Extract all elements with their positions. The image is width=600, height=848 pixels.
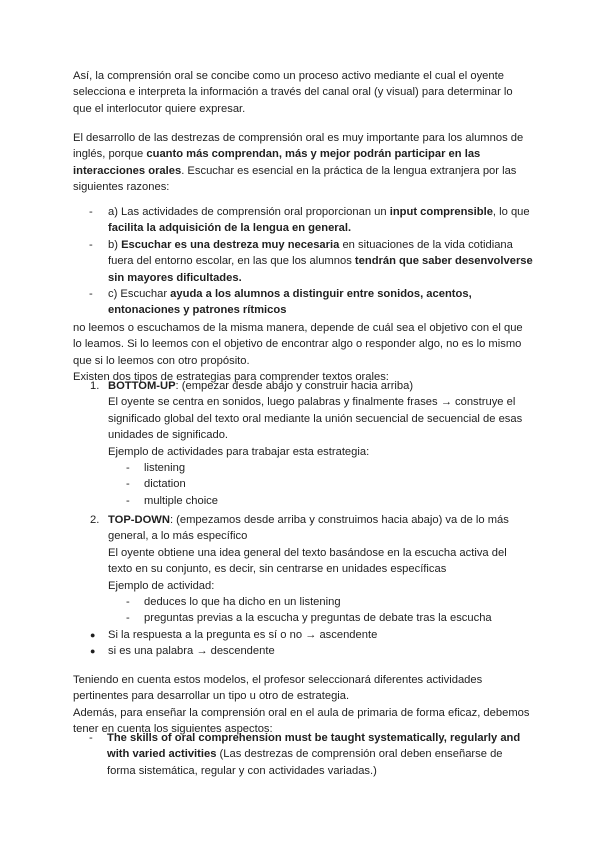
dash-marker: - (89, 206, 93, 218)
dash-marker: - (126, 494, 130, 507)
number-marker: 2. (90, 514, 100, 526)
strategy-description: El oyente obtiene una idea general del texto basándose en la escucha activa del texto en su conjunto, es decir, sin centrarse en unidades específicas (108, 546, 507, 576)
dash-marker: - (89, 288, 93, 301)
paragraph-reading-text: no leemos o escuchamos de la misma manera, depende de cuál sea el objetivo con el que lo leamos. Si lo leemos con el objetivo de encontrar algo o responder algo, no es lo mismo que si lo leemos con otro propósito. (73, 322, 523, 367)
strategy-example-label: Ejemplo de actividades para trabajar esta estrategia: (108, 445, 370, 458)
dash-marker: - (89, 238, 93, 251)
list-item (73, 512, 533, 594)
paragraph-aspects-text: Además, para enseñar la comprensión oral en el aula de primaria de forma eficaz, debemos tener en cuenta los siguientes aspectos: (73, 706, 530, 736)
dash-marker: - (89, 732, 93, 744)
dash-marker: - (126, 612, 130, 625)
strategy-example-label: Ejemplo de actividad: (108, 579, 215, 592)
bullet-list (73, 627, 533, 660)
strategy-title-line: BOTTOM-UP: (empezar desde abajo y construir hacia arriba) (108, 380, 414, 392)
list-item: ● si es una palabra → descendente (73, 643, 533, 659)
list-item: - dictation (73, 476, 533, 492)
strategy-description: El oyente se centra en sonidos, luego palabras y finalmente frases → construye el significado global del texto oral mediante la unión secuencial de secuencial de esas unidades de significado. (108, 396, 523, 442)
dash-marker: - (126, 462, 130, 475)
paragraph-conclusion (73, 672, 533, 738)
list-item: - c) Escuchar ayuda a los alumnos a distinguir entre sonidos, acentos, entonaciones y patrones rítmicos (89, 288, 472, 317)
number-marker: 1. (90, 380, 100, 392)
bullet-marker: ● (90, 630, 96, 640)
list-item: - listening (73, 460, 533, 476)
list-item: ● Si la respuesta a la pregunta es sí o no → ascendente (73, 627, 533, 643)
aspects-list (73, 730, 533, 779)
strategy-title-line: TOP-DOWN: (empezamos desde arriba y construimos hacia abajo) va de lo más general, a lo más específico (108, 514, 509, 543)
list-item: - multiple choice (73, 493, 533, 509)
dash-marker: - (126, 478, 130, 491)
paragraph-reading (73, 320, 533, 386)
paragraph-intro-text: Así, la comprensión oral se concibe como un proceso activo mediante el cual el oyente selecciona e interpreta la información a través del canal oral (y visual) para determinar lo que el interlocutor quiere expresar. (73, 70, 513, 115)
paragraph-intro (73, 68, 533, 117)
list-item: - a) Las actividades de comprensión oral proporcionan un input comprensible, lo que facilita la adquisición de la lengua en general. (89, 206, 530, 235)
list-item: - The skills of oral comprehension must be taught systematically, regularly and with varied activities (Las destrezas de comprensión oral deben enseñarse de forma sistemática, regular y con actividades variadas.) (89, 732, 521, 777)
reasons-list (73, 204, 533, 319)
paragraph-strategies-intro: Existen dos tipos de estrategias para comprender textos orales: (73, 371, 389, 384)
list-item (73, 378, 533, 460)
list-item: - b) Escuchar es una destreza muy necesaria en situaciones de la vida cotidiana fuera del entorno escolar, en las que los alumnos tendrán que saber desenvolverse sin mayores dificultades. (89, 238, 533, 284)
dash-marker: - (126, 596, 130, 609)
strategy-bottom-up (73, 378, 533, 509)
strategy-top-down (73, 512, 533, 627)
list-item: - deduces lo que ha dicho en un listening (73, 594, 533, 610)
paragraph-importance-text: El desarrollo de las destrezas de comprensión oral es muy importante para los alumnos de inglés, porque cuanto más comprendan, más y mejor podrán participar en las interacciones orales. Escuchar es esencial en la práctica de la lengua extranjera por las siguientes razones: (73, 132, 524, 194)
paragraph-importance (73, 130, 533, 196)
bullet-marker: ● (90, 646, 96, 657)
list-item: - preguntas previas a la escucha y preguntas de debate tras la escucha (73, 610, 533, 626)
paragraph-models-text: Teniendo en cuenta estos modelos, el profesor seleccionará diferentes actividades pertinentes para desarrollar un tipo u otro de estrategia. (73, 674, 483, 703)
